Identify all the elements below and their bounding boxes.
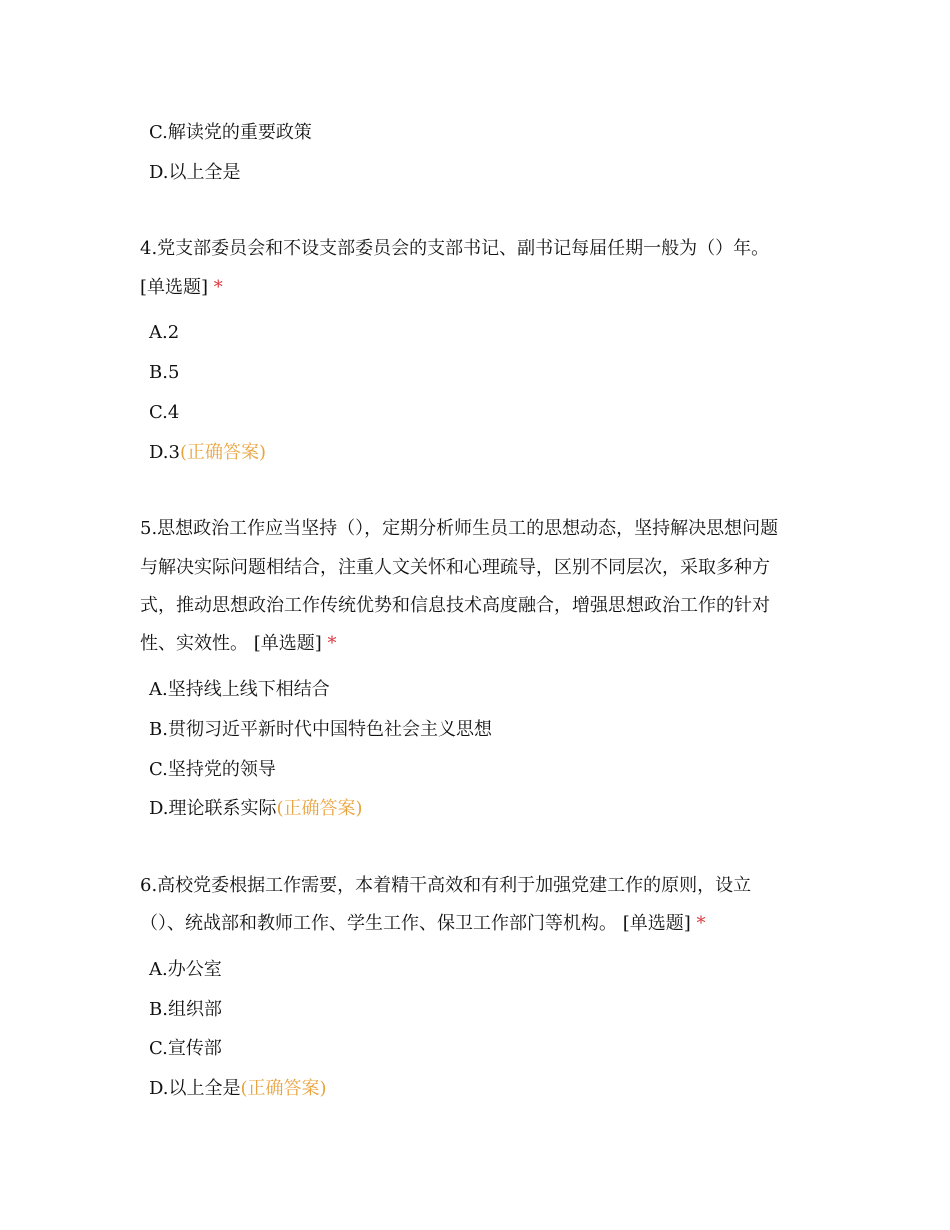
q4-option-c: C.4 (149, 402, 180, 423)
q3-option-d: D.以上全是 (149, 162, 241, 183)
q6-stem-line-2: （）、统战部和教师工作、学生工作、保卫工作部门等机构。 [单选题] * (140, 913, 706, 934)
q6-stem-line-1: 6.高校党委根据工作需要，本着精干高效和有利于加强党建工作的原则，设立 (140, 875, 752, 896)
q5-stem-line-4: 性、实效性。 [单选题] * (140, 633, 337, 654)
required-mark: * (696, 913, 706, 934)
q4-option-a: A.2 (149, 322, 180, 343)
q4-option-b: B.5 (149, 362, 180, 383)
q5-option-d: D.理论联系实际(正确答案) (149, 798, 363, 819)
q5-stem-line-2: 与解决实际问题相结合，注重人文关怀和心理疏导，区别不同层次，采取多种方 (140, 557, 770, 578)
q4-option-d: D.3(正确答案) (149, 442, 267, 463)
correct-answer-label: (正确答案) (276, 798, 363, 819)
q5-option-c: C.坚持党的领导 (149, 759, 276, 780)
q5-option-a: A.坚持线上线下相结合 (149, 679, 330, 700)
required-mark: * (213, 277, 223, 298)
q5-stem-line-1: 5.思想政治工作应当坚持（），定期分析师生员工的思想动态，坚持解决思想问题 (140, 518, 779, 539)
required-mark: * (327, 633, 337, 654)
q6-option-b: B.组织部 (149, 999, 222, 1020)
q4-stem-line-1: 4.党支部委员会和不设支部委员会的支部书记、副书记每届任期一般为（）年。 (140, 238, 770, 259)
q6-option-d: D.以上全是(正确答案) (149, 1078, 327, 1099)
q5-option-b: B.贯彻习近平新时代中国特色社会主义思想 (149, 719, 492, 740)
q6-option-a: A.办公室 (149, 959, 222, 980)
q6-option-c: C.宣传部 (149, 1038, 222, 1059)
q4-stem-line-2: [单选题] * (140, 277, 223, 298)
q5-stem-line-3: 式，推动思想政治工作传统优势和信息技术高度融合，增强思想政治工作的针对 (140, 595, 770, 616)
correct-answer-label: (正确答案) (179, 442, 267, 463)
q3-option-c: C.解读党的重要政策 (149, 122, 312, 143)
correct-answer-label: (正确答案) (240, 1078, 327, 1099)
